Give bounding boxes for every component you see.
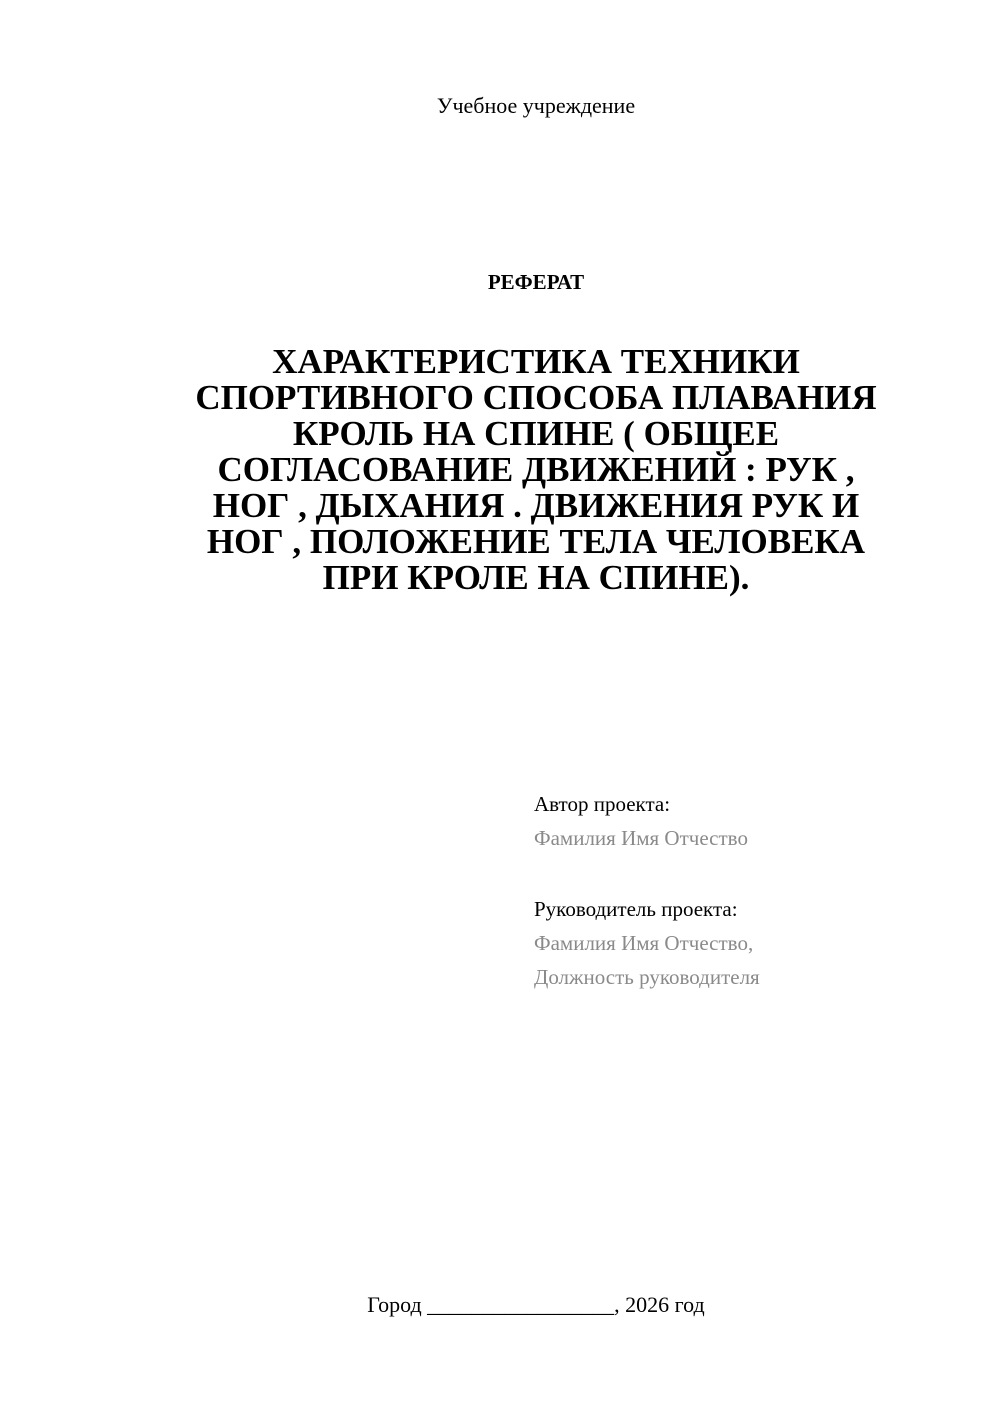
title-line: НОГ , ДЫХАНИЯ . ДВИЖЕНИЯ РУК И — [212, 486, 860, 525]
author-block — [534, 787, 748, 855]
institution-name: Учебное учреждение — [436, 93, 636, 118]
document-type: РЕФЕРАТ — [487, 270, 585, 294]
document-title — [0, 344, 1000, 596]
title-line: ПРИ КРОЛЕ НА СПИНЕ). — [322, 558, 750, 597]
title-line: СОГЛАСОВАНИЕ ДВИЖЕНИЙ : РУК , — [217, 450, 855, 489]
supervisor-label: Руководитель проекта: — [534, 897, 738, 921]
title-line: НОГ , ПОЛОЖЕНИЕ ТЕЛА ЧЕЛОВЕКА — [206, 522, 866, 561]
title-line: СПОРТИВНОГО СПОСОБА ПЛАВАНИЯ — [195, 378, 877, 417]
author-name-placeholder: Фамилия Имя Отчество — [534, 826, 748, 850]
city-year-footer: Город _________________, 2026 год — [367, 1292, 705, 1317]
title-line: КРОЛЬ НА СПИНЕ ( ОБЩЕЕ — [292, 414, 780, 453]
author-label: Автор проекта: — [534, 792, 671, 816]
title-line: ХАРАКТЕРИСТИКА ТЕХНИКИ — [272, 342, 800, 381]
supervisor-name-placeholder: Фамилия Имя Отчество, — [534, 931, 754, 955]
supervisor-block — [534, 892, 760, 994]
supervisor-position-placeholder: Должность руководителя — [534, 965, 760, 989]
